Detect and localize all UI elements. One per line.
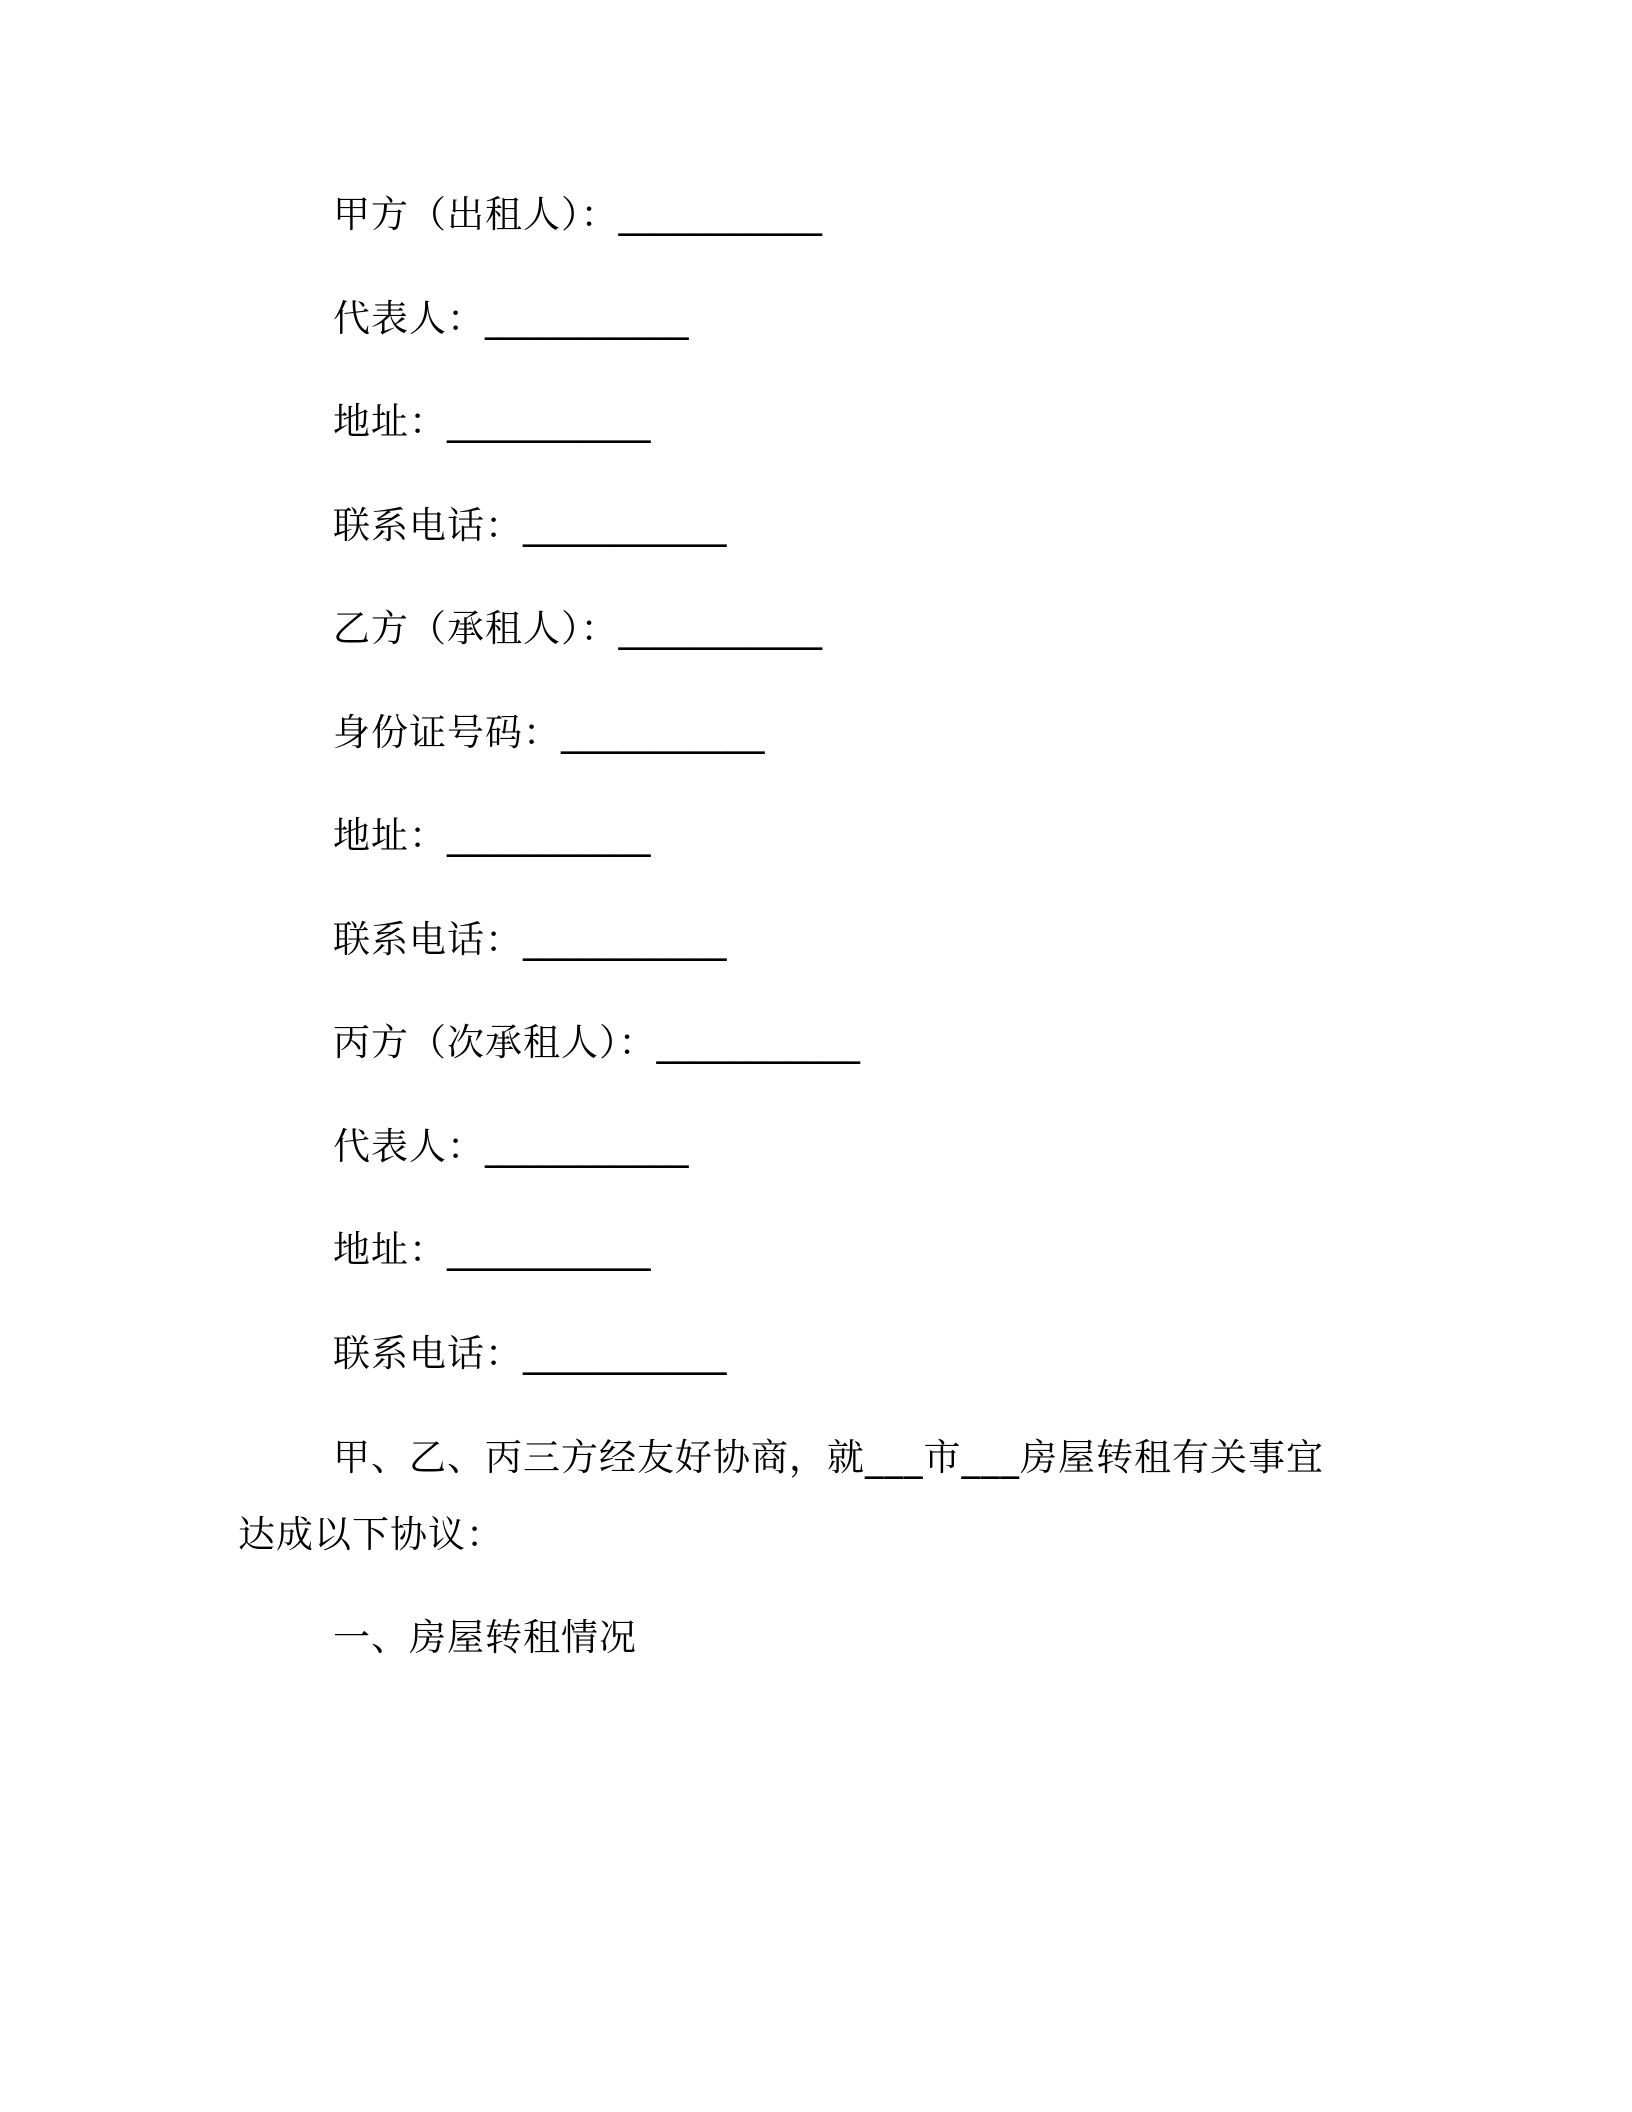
party-a-name-blank: ___________: [618, 193, 822, 236]
party-b-addr-line: [333, 811, 651, 861]
party-a-addr-label: 地址：: [333, 400, 447, 443]
party-c-rep-label: 代表人：: [333, 1125, 485, 1168]
party-b-addr-label: 地址：: [333, 814, 447, 857]
party-a-addr-line: [333, 397, 651, 447]
party-a-rep-line: [333, 294, 689, 344]
party-c-phone-line: [333, 1329, 727, 1379]
section-1-heading: 一、房屋转租情况: [333, 1616, 637, 1659]
party-b-phone-blank: ___________: [523, 918, 727, 961]
party-c-name-blank: ___________: [656, 1021, 860, 1064]
party-a-addr-blank: ___________: [447, 400, 651, 443]
party-b-id-line: [333, 708, 765, 758]
party-c-addr-blank: ___________: [447, 1228, 651, 1271]
party-c-phone-blank: ___________: [523, 1332, 727, 1375]
party-b-phone-label: 联系电话：: [333, 918, 523, 961]
party-b-name-blank: ___________: [618, 607, 822, 650]
party-b-heading: 乙方（承租人）：: [333, 607, 619, 650]
party-a-phone-label: 联系电话：: [333, 504, 523, 547]
party-c-rep-line: [333, 1122, 689, 1172]
agreement-intro-paragraph: 甲、乙、丙三方经友好协商，就___市___房屋转租有关事宜达成以下协议：: [238, 1436, 1324, 1556]
party-c-heading-line: [333, 1018, 860, 1068]
party-c-phone-label: 联系电话：: [333, 1332, 523, 1375]
party-a-rep-blank: ___________: [485, 297, 689, 340]
party-a-phone-line: [333, 501, 727, 551]
party-b-heading-line: [333, 604, 822, 654]
party-b-phone-line: [333, 915, 727, 965]
party-b-addr-blank: ___________: [447, 814, 651, 857]
party-a-rep-label: 代表人：: [333, 297, 485, 340]
party-c-rep-blank: ___________: [485, 1125, 689, 1168]
party-a-phone-blank: ___________: [523, 504, 727, 547]
party-a-heading: 甲方（出租人）：: [333, 193, 619, 236]
party-b-id-blank: ___________: [561, 711, 765, 754]
party-c-addr-label: 地址：: [333, 1228, 447, 1271]
party-c-heading: 丙方（次承租人）：: [333, 1021, 657, 1064]
party-c-addr-line: [333, 1225, 651, 1275]
party-b-id-label: 身份证号码：: [333, 711, 561, 754]
party-a-heading-line: [333, 190, 822, 240]
